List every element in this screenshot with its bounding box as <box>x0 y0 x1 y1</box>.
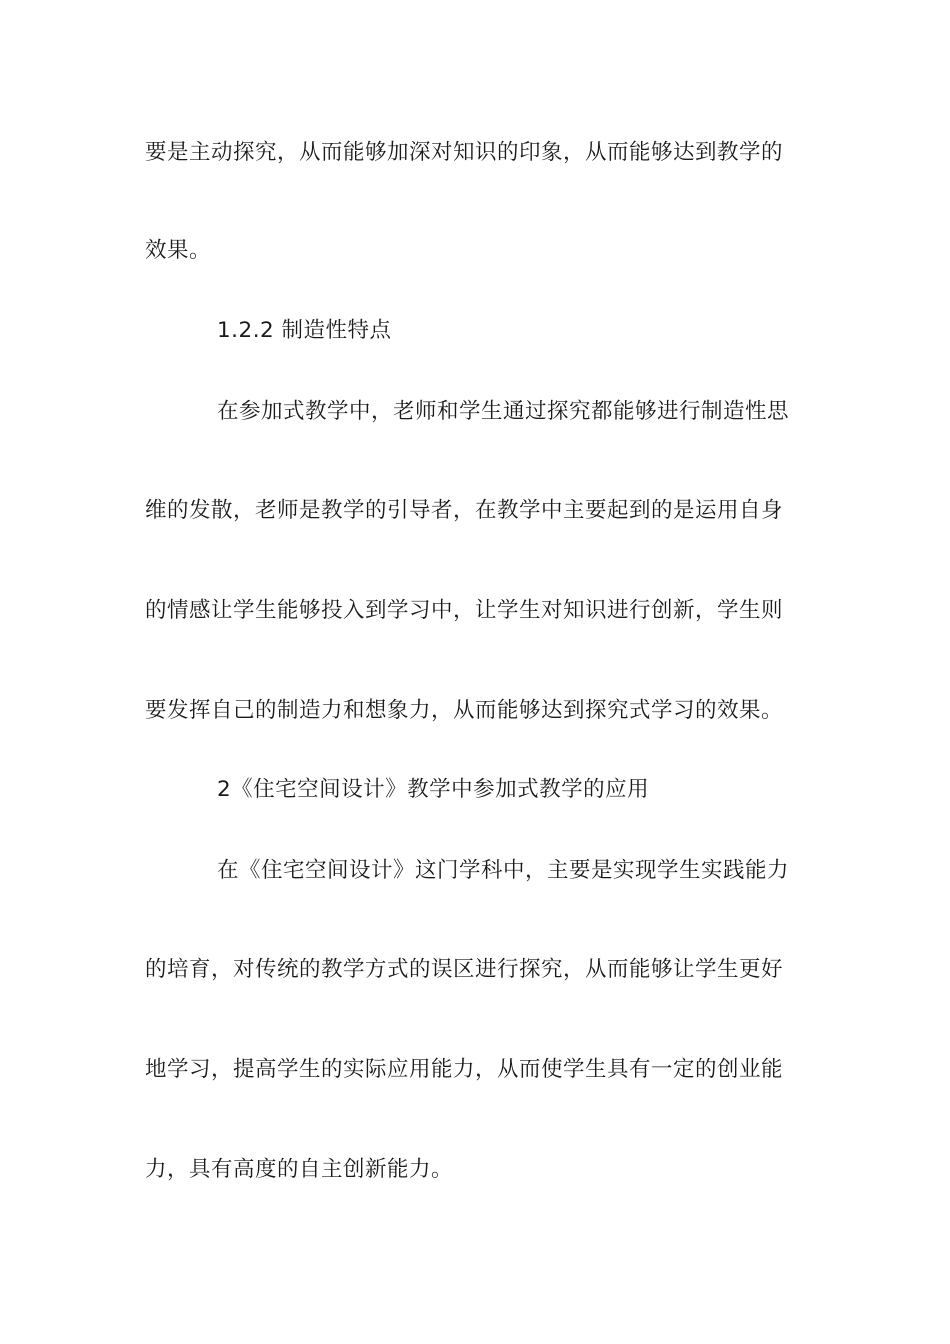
paragraph-line: 效果。 <box>145 238 212 263</box>
paragraph-line: 要是主动探究，从而能够加深对知识的印象，从而能够达到教学的 <box>145 140 784 165</box>
section-heading: 2《住宅空间设计》教学中参加式教学的应用 <box>217 777 650 802</box>
paragraph-line: 力，具有高度的自主创新能力。 <box>145 1157 454 1182</box>
paragraph-line: 维的发散，老师是教学的引导者，在教学中主要起到的是运用自身 <box>145 498 784 523</box>
paragraph-line: 在《住宅空间设计》这门学科中，主要是实现学生实践能力 <box>217 858 790 883</box>
paragraph-line: 的情感让学生能够投入到学习中，让学生对知识进行创新，学生则 <box>145 598 784 623</box>
section-heading: 1.2.2 制造性特点 <box>217 318 392 343</box>
paragraph-line: 的培育，对传统的教学方式的误区进行探究，从而能够让学生更好 <box>145 957 784 982</box>
paragraph-line: 要发挥自己的制造力和想象力，从而能够达到探究式学习的效果。 <box>145 698 784 723</box>
paragraph-line: 地学习，提高学生的实际应用能力，从而使学生具有一定的创业能 <box>145 1057 784 1082</box>
paragraph-line: 在参加式教学中，老师和学生通过探究都能够进行制造性思 <box>217 399 790 424</box>
